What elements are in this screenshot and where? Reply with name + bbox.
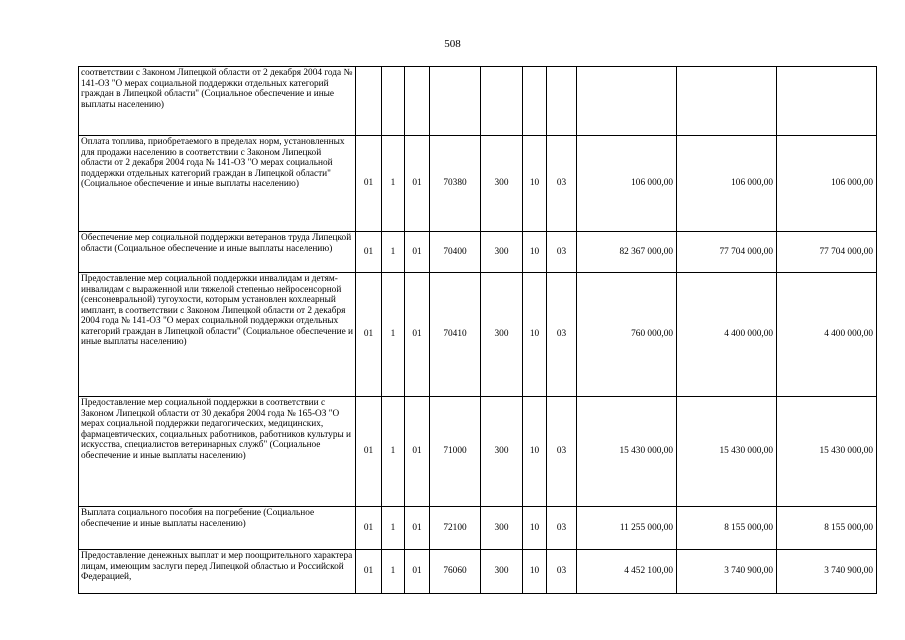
- amount-cell: 106 000,00: [777, 136, 877, 232]
- amount-cell: [577, 67, 677, 136]
- table-body: [79, 67, 877, 594]
- code-cell: 70410: [430, 273, 481, 397]
- code-cell: 10: [523, 397, 547, 507]
- amount-cell: 11 255 000,00: [577, 507, 677, 550]
- code-cell: 10: [523, 550, 547, 594]
- code-cell: 10: [523, 507, 547, 550]
- code-cell: 10: [523, 232, 547, 273]
- code-cell: 03: [547, 136, 577, 232]
- code-cell: 300: [481, 232, 523, 273]
- code-cell: 300: [481, 136, 523, 232]
- row-name: Предоставление денежных выплат и мер поощрительного характера лицам, имеющим заслуги перед Липецкой областью и Российской Федерацией,: [79, 550, 356, 594]
- page-number: 508: [444, 38, 461, 50]
- code-cell: 01: [405, 136, 430, 232]
- code-cell: 01: [405, 232, 430, 273]
- row-name: соответствии с Законом Липецкой области от 2 декабря 2004 года № 141-ОЗ "О мерах социальной поддержки отдельных категорий граждан в Липецкой области" (Социальное обеспечение и иные выплаты населению): [79, 67, 356, 136]
- row-name: Обеспечение мер социальной поддержки ветеранов труда Липецкой области (Социальное обеспечение и иные выплаты населению): [79, 232, 356, 273]
- amount-cell: 15 430 000,00: [777, 397, 877, 507]
- code-cell: 1: [382, 550, 405, 594]
- code-cell: 03: [547, 397, 577, 507]
- code-cell: 1: [382, 507, 405, 550]
- code-cell: 1: [382, 232, 405, 273]
- code-cell: 03: [547, 232, 577, 273]
- code-cell: 70380: [430, 136, 481, 232]
- code-cell: 01: [405, 550, 430, 594]
- code-cell: 01: [356, 507, 382, 550]
- code-cell: 03: [547, 550, 577, 594]
- row-name: Предоставление мер социальной поддержки в соответствии с Законом Липецкой области от 30 декабря 2004 года № 165-ОЗ "О мерах социальной поддержки педагогических, медицинских, фармацевтических, социальных работников, работников культуры и искусства, специалистов ветеринарных служб" (Социальное обеспечение и иные выплаты населению): [79, 397, 356, 507]
- table-row: [79, 232, 877, 273]
- code-cell: 71000: [430, 397, 481, 507]
- code-cell: 01: [356, 136, 382, 232]
- table-row: [79, 136, 877, 232]
- amount-cell: 8 155 000,00: [777, 507, 877, 550]
- code-cell: 01: [356, 550, 382, 594]
- amount-cell: 4 400 000,00: [677, 273, 777, 397]
- amount-cell: 77 704 000,00: [677, 232, 777, 273]
- code-cell: [382, 67, 405, 136]
- amount-cell: 760 000,00: [577, 273, 677, 397]
- row-name: Оплата топлива, приобретаемого в пределах норм, установленных для продажи населению в соответствии с Законом Липецкой области от 2 декабря 2004 года № 141-ОЗ "О мерах социальной поддержки отдельных категорий граждан в Липецкой области" (Социальное обеспечение и иные выплаты населению): [79, 136, 356, 232]
- code-cell: [405, 67, 430, 136]
- code-cell: 300: [481, 550, 523, 594]
- row-name: Выплата социального пособия на погребение (Социальное обеспечение и иные выплаты населению): [79, 507, 356, 550]
- amount-cell: 106 000,00: [677, 136, 777, 232]
- code-cell: [523, 67, 547, 136]
- code-cell: 72100: [430, 507, 481, 550]
- code-cell: 03: [547, 507, 577, 550]
- table-row: [79, 397, 877, 507]
- amount-cell: 3 740 900,00: [777, 550, 877, 594]
- amount-cell: 106 000,00: [577, 136, 677, 232]
- amount-cell: 8 155 000,00: [677, 507, 777, 550]
- code-cell: [356, 67, 382, 136]
- table-row: [79, 550, 877, 594]
- table-row: [79, 507, 877, 550]
- code-cell: 01: [405, 397, 430, 507]
- code-cell: 1: [382, 273, 405, 397]
- code-cell: 300: [481, 507, 523, 550]
- code-cell: 01: [405, 507, 430, 550]
- code-cell: 10: [523, 136, 547, 232]
- code-cell: [430, 67, 481, 136]
- amount-cell: [677, 67, 777, 136]
- row-name: Предоставление мер социальной поддержки инвалидам и детям-инвалидам с выраженной или тяжелой степенью нейросенсорной (сенсоневральной) тугоухости, которым установлен кохлеарный имплант, в соответствии с Законом Липецкой области от 2 декабря 2004 года № 141-ОЗ "О мерах социальной поддержки отдельных категорий граждан в Липецкой области" (Социальное обеспечение и иные выплаты населению): [79, 273, 356, 397]
- table-row: [79, 67, 877, 136]
- code-cell: [481, 67, 523, 136]
- code-cell: 03: [547, 273, 577, 397]
- amount-cell: 3 740 900,00: [677, 550, 777, 594]
- amount-cell: 77 704 000,00: [777, 232, 877, 273]
- code-cell: 70400: [430, 232, 481, 273]
- amount-cell: 4 452 100,00: [577, 550, 677, 594]
- code-cell: [547, 67, 577, 136]
- code-cell: 10: [523, 273, 547, 397]
- amount-cell: 82 367 000,00: [577, 232, 677, 273]
- table-row: [79, 273, 877, 397]
- amount-cell: [777, 67, 877, 136]
- code-cell: 01: [356, 273, 382, 397]
- code-cell: 300: [481, 397, 523, 507]
- code-cell: 1: [382, 397, 405, 507]
- code-cell: 300: [481, 273, 523, 397]
- amount-cell: 15 430 000,00: [577, 397, 677, 507]
- code-cell: 01: [356, 232, 382, 273]
- amount-cell: 4 400 000,00: [777, 273, 877, 397]
- code-cell: 1: [382, 136, 405, 232]
- amount-cell: 15 430 000,00: [677, 397, 777, 507]
- code-cell: 76060: [430, 550, 481, 594]
- budget-table: [78, 66, 877, 594]
- code-cell: 01: [356, 397, 382, 507]
- code-cell: 01: [405, 273, 430, 397]
